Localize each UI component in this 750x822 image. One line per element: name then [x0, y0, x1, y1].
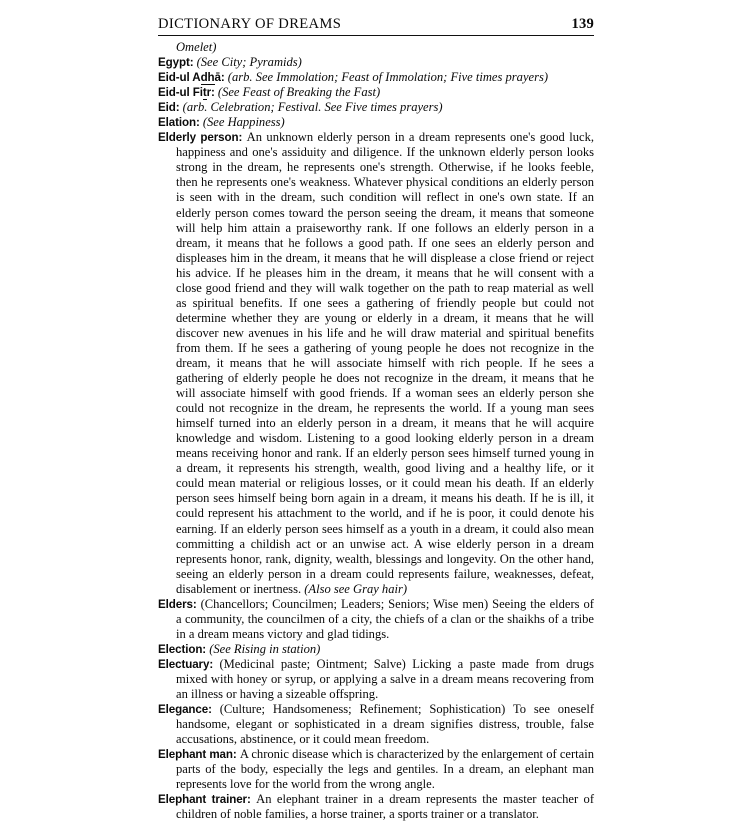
headword-separator: :: [208, 703, 220, 717]
headword-eid-ul-fitr-part1: Eid-ul Fi: [158, 86, 203, 100]
headword-eid-ul-adha-part1: Eid-ul A: [158, 71, 201, 85]
headword-separator: :: [175, 101, 183, 115]
headword-elephant-trainer: Elephant trainer: [158, 793, 247, 807]
headword-separator: :: [192, 597, 201, 611]
entry-body-elegance: (Culture; Handsomeness; Refinement; Sophistication) To see oneself handsome, elegant or sophisticated in a dream signifies distress, trouble, false accusations, abstinence, or it could mean freedom.: [176, 702, 594, 747]
entry-body-eid-ul-adha: (arb. See Immolation; Feast of Immolation; Five times prayers): [227, 70, 549, 85]
headword-egypt: Egypt: [158, 56, 190, 70]
entry-egypt: [158, 55, 594, 70]
entry-continuation-omelet: [158, 40, 594, 55]
headword-separator: :: [211, 86, 218, 100]
entry-body-elders: (Chancellors; Councilmen; Leaders; Seniors; Wise men) Seeing the elders of a community, the councilmen of a city, the chiefs of a clan or the shaikhs of a tribe in a dream means victory and glad tidings.: [176, 596, 594, 641]
entry-body-elephant-man: A chronic disease which is characterized by the enlargement of certain parts of the body, especially the legs and gentiles. In a dream, an elephant man represents love for the world from the wrong angle.: [176, 747, 594, 792]
entry-body-electuary: (Medicinal paste; Ointment; Salve) Licking a paste made from drugs mixed with honey or syrup, or applying a salve in a dream means recovering from an illness or having a sizeable offspring.: [176, 656, 594, 702]
headword-eid: Eid: [158, 101, 176, 115]
entry-elation: [158, 115, 594, 130]
headword-separator: :: [189, 56, 197, 70]
entry-elephant-trainer: [158, 792, 594, 822]
entry-body-elephant-trainer: An elephant trainer in a dream represents the master teacher of children of noble families, a horse trainer, a sports trainer or a translator.: [176, 792, 595, 822]
entry-election: [158, 642, 594, 657]
headword-eid-ul-fitr-part2: r: [206, 86, 212, 100]
headword-elation: Elation: [158, 116, 196, 130]
entry-body-elderly-person-crossref: (Also see Gray hair): [304, 581, 408, 596]
headword-elephant-man: Elephant man: [158, 748, 233, 762]
headword-separator: :: [195, 116, 203, 130]
entry-body-elderly-person: An unknown elderly person in a dream represents one's good luck, happiness and one's assiduity and diligence. If the unknown elderly person looks strong in the dream, he represents one's strength. Otherwise, if he looks feeble, then he represents one's weakness. Whatever physical conditions an elderly person is seen with in the dream, such condition will reflect in one's own state. If an elderly person comes toward the person seeing the dream, it means that someone will help him attain a praiseworthy rank. If one follows an elderly person in a dream, it means that he follows a good path. If one sees an elderly person and displeases him in the dream, it means that he will displease a close friend or reject his advice. If he pleases him in the dream, it means that he will consent with a close good friend and they will walk together on the path to reap material as well as spiritual benefits. If one sees a gathering of friendly people but could not determine whether they are young or elderly in a dream, it means that he will discover new avenues in his life and he will draw material and spiritual benefits from them. If he sees a gathering of young people he does not recognize in the dream, it means that he will associate himself with rich people. If he sees a gathering of elderly people he does not recognize in the dream, it means that he will associate himself with good friends. If a woman sees an elderly person she could not recognize in the dream, he represents the world. If a young man sees himself turned into an elderly person in a dream, it means that he will acquire knowledge and wisdom. Listening to a good looking elderly person in a dream means receiving honor and rank. If an elderly person sees himself turned young in a dream, it represents his strength, wealth, good living and a healthy life, or it could mean material or religious losses, or it could mean his death. If an elderly person sees himself being born again in a dream, it means his death. If he is ill, it could represent his attachment to the world, and if he is poor, it could denote his earning. If an elderly person sees himself as a youth in a dream, it could also mean committing a childish act or an unwise act. A wise elderly person in a dream represents honor, rank, dignity, wealth, blessings and longevity. On the other hand, seeing an elderly person in a dream could represents failure, weaknesses, defeat, disablement or inertness.: [176, 130, 594, 596]
running-head-title: DICTIONARY OF DREAMS: [158, 16, 342, 32]
headword-separator: :: [220, 71, 228, 85]
headword-eid-ul-adha-underlined: dh: [200, 71, 215, 85]
headword-separator: :: [232, 748, 240, 762]
entry-body-eid-ul-fitr: (See Feast of Breaking the Fast): [217, 85, 381, 100]
headword-election: Election: [158, 642, 203, 656]
headword-electuary: Electuary: [158, 657, 210, 671]
headword-eid-ul-fitr-underlined: t: [202, 86, 207, 100]
continuation-text: Omelet): [176, 40, 217, 54]
running-head: [158, 16, 594, 33]
headword-elegance: Elegance: [158, 703, 209, 717]
entry-eid-ul-fitr: [158, 85, 594, 100]
entry-body-egypt: (See City; Pyramids): [196, 55, 302, 70]
entry-body-eid: (arb. Celebration; Festival. See Five times prayers): [182, 100, 443, 115]
entry-elders: [158, 597, 594, 642]
headword-separator: :: [202, 642, 210, 656]
page-number: 139: [571, 16, 594, 32]
entry-eid: [158, 100, 594, 115]
entry-elderly-person: [158, 130, 594, 596]
header-rule: [158, 35, 594, 36]
entry-body-election: (See Rising in station): [209, 641, 321, 656]
headword-separator: :: [246, 793, 257, 807]
entry-body-elation: (See Happiness): [202, 115, 285, 130]
headword-separator: :: [209, 657, 220, 671]
headword-elderly-person: Elderly person: [158, 131, 239, 145]
entry-elegance: [158, 702, 594, 747]
headword-elders: Elders: [158, 597, 193, 611]
entry-column: [158, 40, 594, 822]
headword-separator: :: [238, 131, 247, 145]
entry-electuary: [158, 657, 594, 702]
entry-eid-ul-adha: [158, 70, 594, 85]
headword-eid-ul-adha-part2: ā: [214, 71, 221, 85]
